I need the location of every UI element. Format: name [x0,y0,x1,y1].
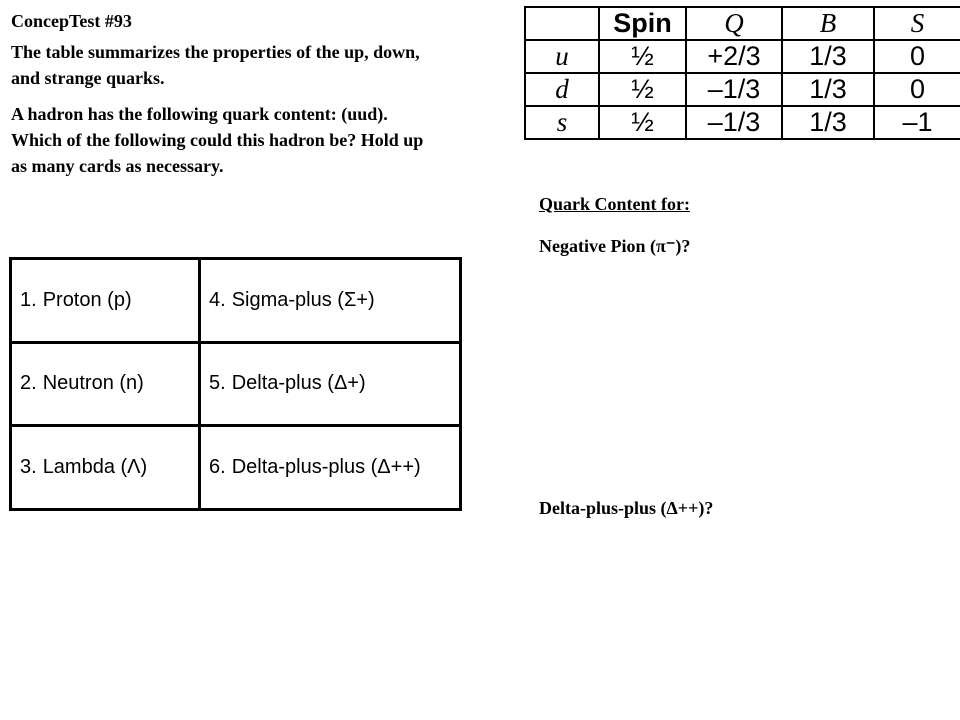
quark-content-item-delta: Delta-plus-plus (Δ++)? [539,498,714,518]
quark-name-cell: d [525,73,599,106]
answer-options-grid [9,257,462,511]
quark-properties-table [524,6,960,140]
header-cell-strangeness: S [874,7,960,40]
quark-content-heading: Quark Content for: [539,194,690,214]
header-cell-charge: Q [686,7,782,40]
option-number: 6. [209,456,226,479]
charge-cell: +2/3 [686,40,782,73]
option-label: Sigma-plus (Σ+) [231,288,375,311]
option-label: Delta-plus-plus (Δ++) [231,456,421,479]
option-number: 2. [20,372,37,395]
table-row-strange [525,106,960,139]
concept-test-title: ConcepTest #93 [11,11,132,31]
option-number: 3. [20,456,37,479]
quark-content-item-pion: Negative Pion (π⁻)? [539,236,691,256]
option-number: 5. [209,372,226,395]
quark-name-cell: s [525,106,599,139]
table-row-up [525,40,960,73]
option-number: 1. [20,288,37,311]
spin-cell: ½ [599,40,686,73]
options-row [11,259,461,343]
option-card-5[interactable] [200,342,461,426]
option-card-3[interactable] [11,426,200,510]
strangeness-cell: 0 [874,73,960,106]
header-cell-baryon-number: B [782,7,874,40]
options-row [11,426,461,510]
quark-name-cell: u [525,40,599,73]
option-card-6[interactable] [200,426,461,510]
charge-cell: –1/3 [686,73,782,106]
question-panel [11,8,426,189]
strangeness-cell: –1 [874,106,960,139]
option-number: 4. [209,288,226,311]
option-label: Lambda (Λ) [42,456,148,479]
option-card-2[interactable] [11,342,200,426]
table-header-row [525,7,960,40]
option-label: Neutron (n) [42,372,144,395]
option-card-4[interactable] [200,259,461,343]
option-label: Delta-plus (Δ+) [231,372,366,395]
baryon-cell: 1/3 [782,40,874,73]
option-label: Proton (p) [42,288,132,311]
baryon-cell: 1/3 [782,106,874,139]
spin-cell: ½ [599,73,686,106]
charge-cell: –1/3 [686,106,782,139]
header-cell-spin: Spin [599,7,686,40]
options-row [11,342,461,426]
baryon-cell: 1/3 [782,73,874,106]
table-row-down [525,73,960,106]
intro-text: The table summarizes the properties of the up, down, and strange quarks. [11,42,420,88]
strangeness-cell: 0 [874,40,960,73]
spin-cell: ½ [599,106,686,139]
header-cell-blank [525,7,599,40]
question-text: A hadron has the following quark content: (uud). Which of the following could this hadron be? Hold up as many cards as necessary. [11,104,424,176]
option-card-1[interactable] [11,259,200,343]
